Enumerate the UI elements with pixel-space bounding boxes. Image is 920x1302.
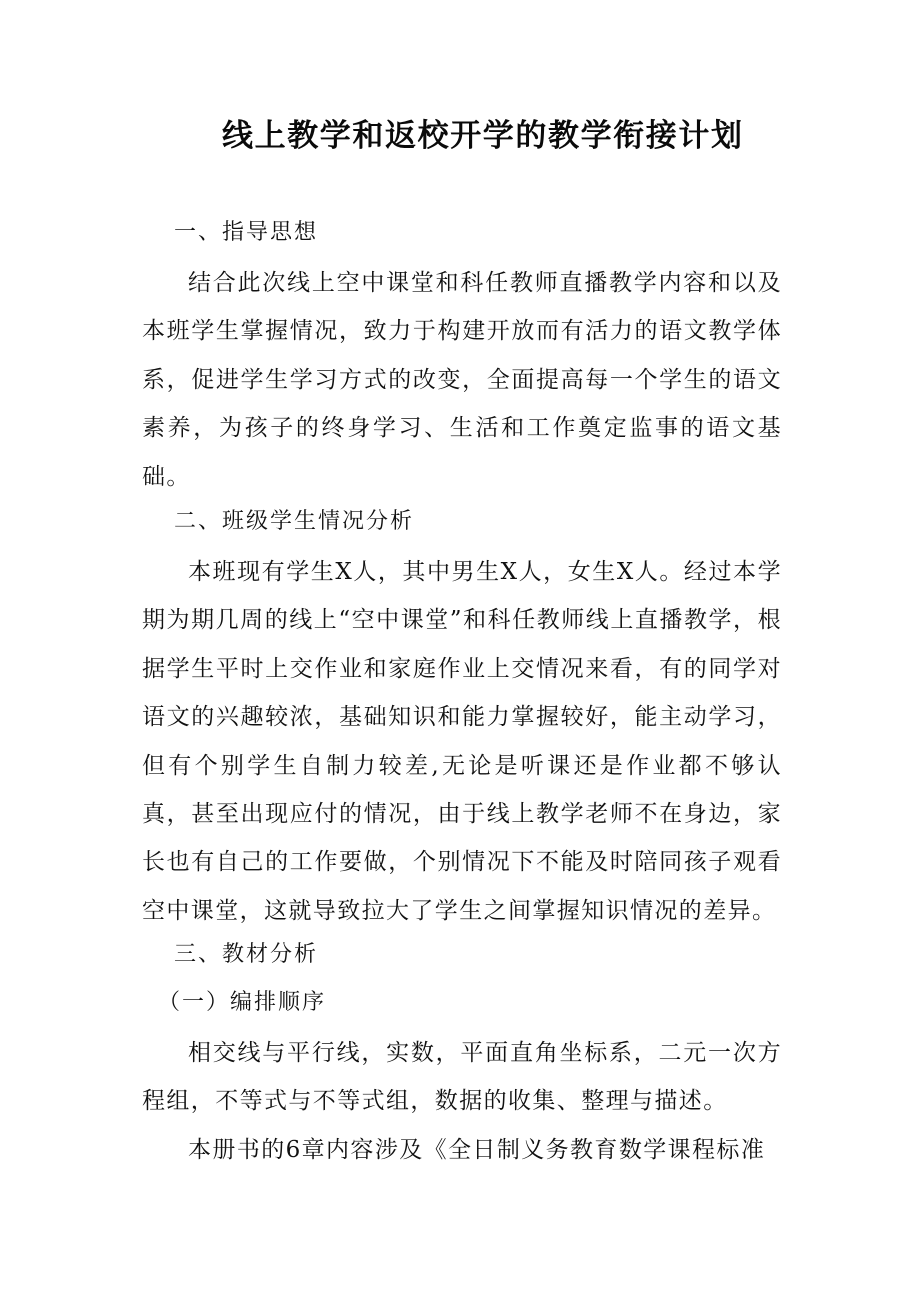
section-heading-class-analysis: 二、班级学生情况分析 (174, 509, 415, 534)
section-paragraph-class-analysis: 本班现有学生X人，其中男生X人，女生X人。经过本学期为期几周的线上“空中课堂”和科任教师线上直播教学，根据学生平时上交作业和家庭作业上交情况来看，有的同学对语文的兴趣较浓，基础知识和能力掌握较好，能主动学习，但有个别学生自制力较差,无论是听课还是作业都不够认真，甚至出现应付的情况，由于线上教学老师不在身边，家长也有自己的工作要做，个别情况下不能及时陪同孩子观看空中课堂，这就导致拉大了学生之间掌握知识情况的差异。 (142, 559, 782, 924)
section-heading-guiding-ideology: 一、指导思想 (174, 220, 319, 245)
document-title: 线上教学和返校开学的教学衔接计划 (222, 118, 744, 154)
section-paragraph-guiding-ideology: 结合此次线上空中课堂和科任教师直播教学内容和以及本班学生掌握情况，致力于构建开放而有活力的语文教学体系，促进学生学习方式的改变，全面提高每一个学生的语文素养，为孩子的终身学习、生活和工作奠定监事的语文基础。 (142, 270, 782, 490)
section-paragraph-book-content: 本册书的6章内容涉及《全日制义务教育数学课程标准 (188, 1137, 766, 1163)
section-paragraph-chapter-list: 相交线与平行线，实数，平面直角坐标系，二元一次方程组，不等式与不等式组，数据的收集、整理与描述。 (142, 1040, 782, 1115)
section-heading-textbook-analysis: 三、教材分析 (174, 942, 319, 967)
subsection-heading-arrangement-order: （一）编排顺序 (158, 990, 327, 1015)
